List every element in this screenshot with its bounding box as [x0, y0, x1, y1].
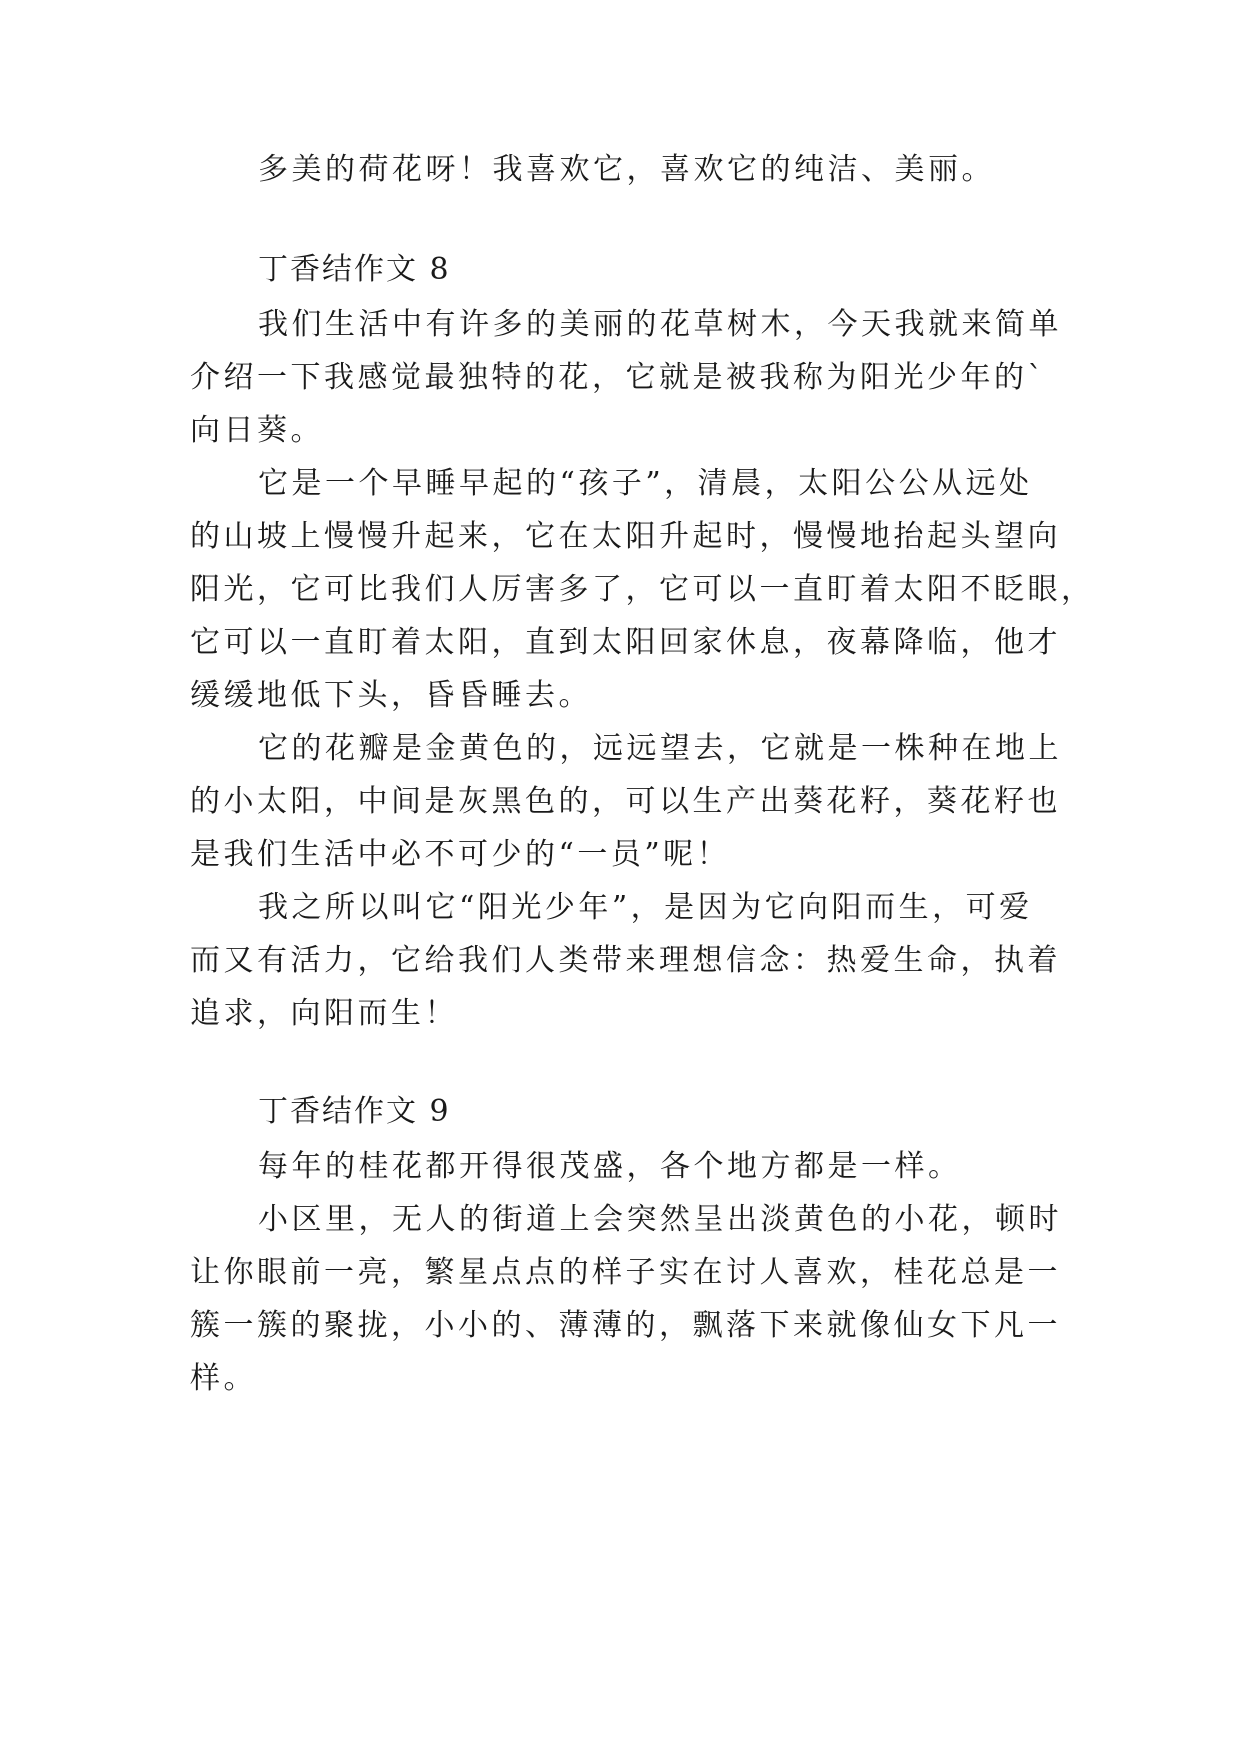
- paragraph-line: 的小太阳，中间是灰黑色的，可以生产出葵花籽，葵花籽也: [190, 784, 1061, 819]
- paragraph-line: 它的花瓣是金黄色的，远远望去，它就是一株种在地上: [258, 731, 1062, 766]
- paragraph-line: 阳光，它可比我们人厉害多了，它可以一直盯着太阳不眨眼，: [190, 572, 1095, 607]
- paragraph-line: 是我们生活中必不可少的“一员”呢！: [190, 837, 731, 872]
- paragraph-line: 小区里，无人的街道上会突然呈出淡黄色的小花，顿时: [258, 1202, 1062, 1237]
- paragraph-line: 而又有活力，它给我们人类带来理想信念：热爱生命，执着: [190, 943, 1061, 978]
- paragraph-line: 多美的荷花呀！我喜欢它，喜欢它的纯洁、美丽。: [258, 152, 995, 187]
- paragraph-line: 向日葵。: [190, 413, 324, 448]
- essay-heading: 丁香结作文 9: [258, 1094, 451, 1129]
- paragraph-line: 我之所以叫它“阳光少年”，是因为它向阳而生，可爱: [258, 890, 1033, 925]
- paragraph-line: 缓缓地低下头，昏昏睡去。: [190, 678, 592, 713]
- paragraph-line: 让你眼前一亮，繁星点点的样子实在讨人喜欢，桂花总是一: [190, 1255, 1061, 1290]
- paragraph-line: 它是一个早睡早起的“孩子”，清晨，太阳公公从远处: [258, 466, 1033, 501]
- paragraph-line: 的山坡上慢慢升起来，它在太阳升起时，慢慢地抬起头望向: [190, 519, 1061, 554]
- paragraph-line: 簇一簇的聚拢，小小的、薄薄的，飘落下来就像仙女下凡一: [190, 1308, 1061, 1343]
- paragraph-line: 我们生活中有许多的美丽的花草树木，今天我就来简单: [258, 307, 1062, 342]
- paragraph-line: 介绍一下我感觉最独特的花，它就是被我称为阳光少年的`: [190, 360, 1046, 395]
- paragraph-line: 每年的桂花都开得很茂盛，各个地方都是一样。: [258, 1149, 962, 1184]
- paragraph-line: 样。: [190, 1361, 257, 1396]
- essay-heading: 丁香结作文 8: [258, 252, 451, 287]
- paragraph-line: 它可以一直盯着太阳，直到太阳回家休息，夜幕降临，他才: [190, 625, 1061, 660]
- paragraph-line: 追求，向阳而生！: [190, 996, 458, 1031]
